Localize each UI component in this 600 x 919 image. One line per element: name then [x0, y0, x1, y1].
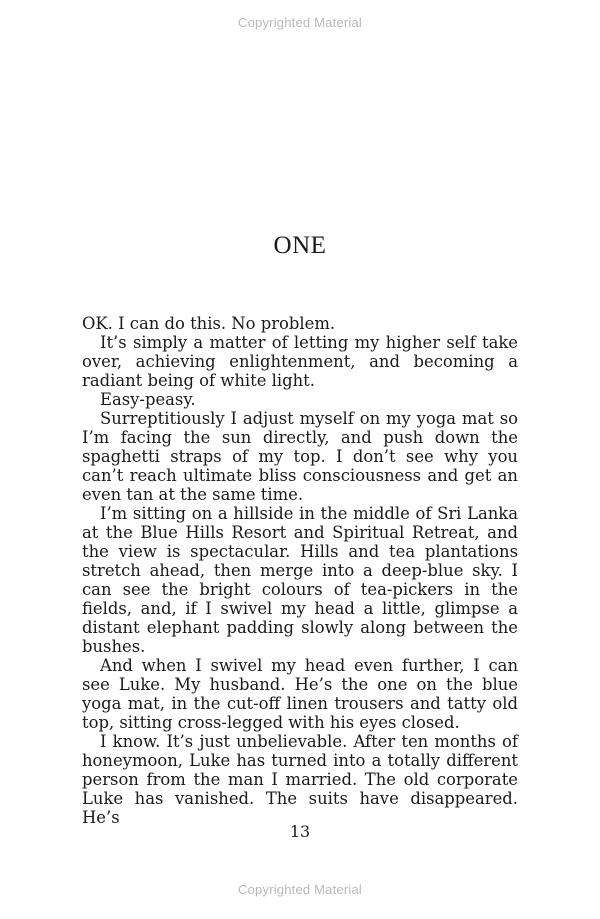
paragraph-4: Surreptitiously I adjust myself on my yoga mat so I’m facing the sun directly, and push down the spaghetti straps of my top. I don’t see why you can’t reach ultimate bliss consciousness and get an even tan at the same time.	[82, 409, 518, 504]
chapter-title: ONE	[273, 232, 327, 259]
paragraph-3: Easy-peasy.	[100, 390, 196, 409]
chapter-body	[82, 314, 518, 827]
page-number: 13	[289, 822, 311, 841]
paragraph-5: I’m sitting on a hillside in the middle of Sri Lanka at the Blue Hills Resort and Spiritual Retreat, and the view is spectacular. Hills and tea plantations stretch ahead, then merge into a deep-blue sky. I can see the bright colours of tea-pickers in the fields, and, if I swivel my head a little, glimpse a distant elephant padding slowly along between the bushes.	[82, 504, 518, 656]
watermark-bottom: Copyrighted Material	[238, 882, 362, 897]
paragraph-1: OK. I can do this. No problem.	[82, 314, 336, 333]
watermark-top: Copyrighted Material	[238, 15, 362, 30]
paragraph-7: I know. It’s just unbelievable. After ten months of honeymoon, Luke has turned into a totally different person from the man I married. The old corporate Luke has vanished. The suits have disappeared. He’s	[82, 732, 518, 827]
paragraph-2: It’s simply a matter of letting my higher self take over, achieving enlightenment, and becoming a radiant being of white light.	[82, 333, 518, 390]
paragraph-6: And when I swivel my head even further, I can see Luke. My husband. He’s the one on the blue yoga mat, in the cut-off linen trousers and tatty old top, sitting cross-legged with his eyes closed.	[82, 656, 518, 732]
